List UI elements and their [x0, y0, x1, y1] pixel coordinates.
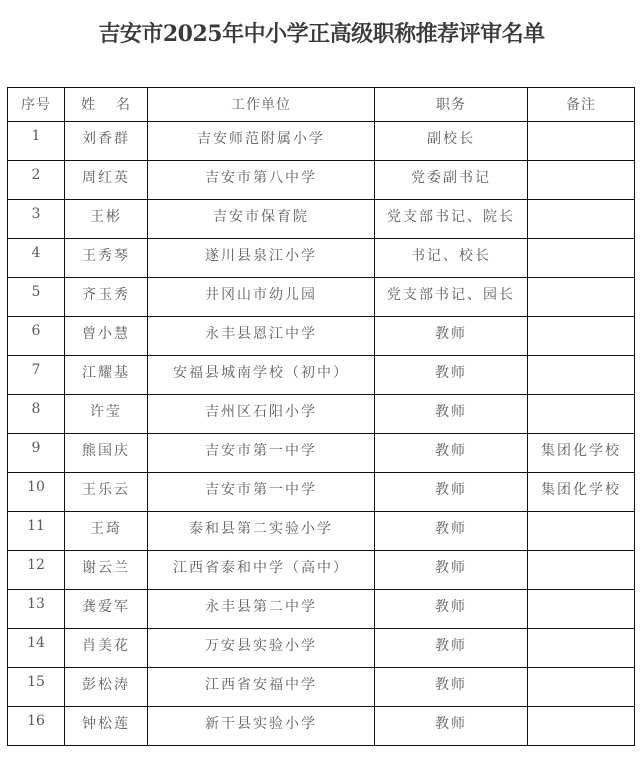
cell-name: 王乐云: [65, 473, 148, 512]
table-row: [8, 668, 635, 707]
cell-name: 钟松莲: [65, 707, 148, 746]
cell-name: 谢云兰: [65, 551, 148, 590]
cell-work-unit: 安福县城南学校（初中）: [148, 356, 375, 395]
cell-name: 王琦: [65, 512, 148, 551]
header-serial-number: 序号: [8, 88, 65, 122]
cell-remarks: [528, 668, 635, 707]
table-row: [8, 512, 635, 551]
cell-duty: 教师: [375, 317, 528, 356]
cell-name: 肖美花: [65, 629, 148, 668]
cell-remarks: [528, 707, 635, 746]
cell-duty: 教师: [375, 551, 528, 590]
cell-serial-number: 6: [8, 317, 65, 356]
cell-work-unit: 永丰县第二中学: [148, 590, 375, 629]
cell-remarks: 集团化学校: [528, 473, 635, 512]
cell-duty: 教师: [375, 590, 528, 629]
header-work-unit: 工作单位: [148, 88, 375, 122]
cell-remarks: [528, 317, 635, 356]
cell-serial-number: 13: [8, 590, 65, 629]
roster-table: [7, 87, 635, 746]
cell-duty: 教师: [375, 629, 528, 668]
cell-serial-number: 11: [8, 512, 65, 551]
cell-work-unit: 吉安师范附属小学: [148, 122, 375, 161]
cell-serial-number: 15: [8, 668, 65, 707]
cell-work-unit: 遂川县泉江小学: [148, 239, 375, 278]
cell-duty: 教师: [375, 512, 528, 551]
cell-work-unit: 吉安市保育院: [148, 200, 375, 239]
cell-serial-number: 3: [8, 200, 65, 239]
cell-name: 王秀琴: [65, 239, 148, 278]
table-row: [8, 278, 635, 317]
document-title: 吉安市2025年中小学正高级职称推荐评审名单: [98, 21, 545, 47]
cell-work-unit: 吉安市第八中学: [148, 161, 375, 200]
header-name: [65, 88, 148, 122]
cell-work-unit: 江西省泰和中学（高中）: [148, 551, 375, 590]
table-row: [8, 629, 635, 668]
cell-remarks: [528, 395, 635, 434]
cell-duty: 教师: [375, 668, 528, 707]
cell-serial-number: 8: [8, 395, 65, 434]
cell-duty: 党支部书记、院长: [375, 200, 528, 239]
cell-duty: 书记、校长: [375, 239, 528, 278]
cell-remarks: [528, 239, 635, 278]
header-duty: 职务: [375, 88, 528, 122]
cell-work-unit: 井冈山市幼儿园: [148, 278, 375, 317]
cell-name: 齐玉秀: [65, 278, 148, 317]
cell-duty: 党委副书记: [375, 161, 528, 200]
cell-serial-number: 14: [8, 629, 65, 668]
table-row: [8, 473, 635, 512]
table-row: [8, 239, 635, 278]
header-name-part1: 姓: [81, 97, 96, 113]
table-row: [8, 707, 635, 746]
cell-duty: 副校长: [375, 122, 528, 161]
table-row: [8, 434, 635, 473]
cell-remarks: [528, 629, 635, 668]
cell-remarks: [528, 278, 635, 317]
table-row: [8, 200, 635, 239]
cell-duty: 教师: [375, 434, 528, 473]
header-remarks: 备注: [528, 88, 635, 122]
cell-duty: 教师: [375, 356, 528, 395]
cell-work-unit: 新干县实验小学: [148, 707, 375, 746]
cell-name: 刘香群: [65, 122, 148, 161]
table-row: [8, 395, 635, 434]
cell-duty: 教师: [375, 395, 528, 434]
cell-duty: 党支部书记、园长: [375, 278, 528, 317]
cell-work-unit: 泰和县第二实验小学: [148, 512, 375, 551]
table-header-row: [8, 88, 635, 122]
table-row: [8, 317, 635, 356]
cell-name: 王彬: [65, 200, 148, 239]
cell-name: 彭松涛: [65, 668, 148, 707]
cell-name: 熊国庆: [65, 434, 148, 473]
cell-remarks: [528, 122, 635, 161]
table-row: [8, 122, 635, 161]
cell-remarks: [528, 551, 635, 590]
cell-work-unit: 永丰县恩江中学: [148, 317, 375, 356]
table-row: [8, 590, 635, 629]
cell-remarks: [528, 590, 635, 629]
cell-name: 龚爱军: [65, 590, 148, 629]
cell-remarks: [528, 512, 635, 551]
cell-work-unit: 吉安市第一中学: [148, 434, 375, 473]
cell-duty: 教师: [375, 707, 528, 746]
cell-serial-number: 5: [8, 278, 65, 317]
cell-name: 周红英: [65, 161, 148, 200]
header-name-part2: 名: [116, 97, 131, 113]
cell-duty: 教师: [375, 473, 528, 512]
cell-serial-number: 1: [8, 122, 65, 161]
cell-name: 许莹: [65, 395, 148, 434]
cell-name: 江耀基: [65, 356, 148, 395]
cell-work-unit: 万安县实验小学: [148, 629, 375, 668]
cell-work-unit: 吉州区石阳小学: [148, 395, 375, 434]
cell-name: 曾小慧: [65, 317, 148, 356]
cell-serial-number: 7: [8, 356, 65, 395]
cell-work-unit: 吉安市第一中学: [148, 473, 375, 512]
cell-serial-number: 10: [8, 473, 65, 512]
table-row: [8, 551, 635, 590]
cell-remarks: [528, 200, 635, 239]
cell-serial-number: 9: [8, 434, 65, 473]
cell-remarks: [528, 161, 635, 200]
cell-serial-number: 4: [8, 239, 65, 278]
table-row: [8, 161, 635, 200]
cell-work-unit: 江西省安福中学: [148, 668, 375, 707]
cell-serial-number: 12: [8, 551, 65, 590]
cell-serial-number: 2: [8, 161, 65, 200]
table-row: [8, 356, 635, 395]
cell-serial-number: 16: [8, 707, 65, 746]
cell-remarks: 集团化学校: [528, 434, 635, 473]
cell-remarks: [528, 356, 635, 395]
